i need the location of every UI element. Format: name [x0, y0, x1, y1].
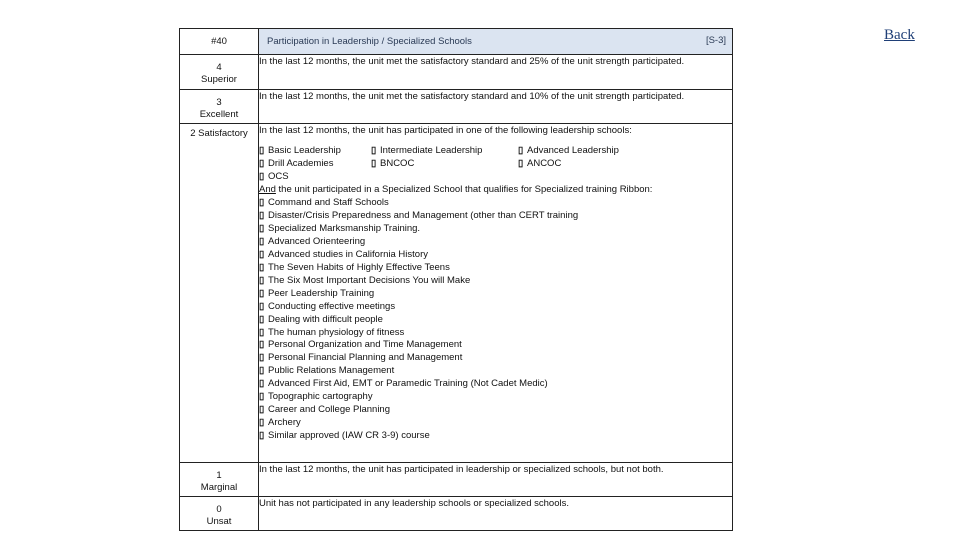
- specialized-school-item: ▯ The human physiology of fitness: [259, 327, 732, 340]
- level-row-1: [180, 463, 733, 497]
- specialized-school-item: ▯ Command and Staff Schools: [259, 197, 732, 210]
- specialized-school-item: ▯ Specialized Marksmanship Training.: [259, 223, 732, 236]
- level-description: [259, 124, 733, 463]
- level-label: 2 Satisfactory: [190, 128, 248, 139]
- specialized-school-item: ▯ Advanced Orienteering: [259, 236, 732, 249]
- specialized-school-item: ▯ Disaster/Crisis Preparedness and Management (other than CERT training: [259, 210, 732, 223]
- level-label: Excellent: [199, 109, 239, 120]
- specialized-intro: [259, 183, 732, 196]
- level-description: In the last 12 months, the unit has participated in leadership or specialized schools, but not both.: [259, 463, 733, 497]
- specialized-schools: [259, 197, 732, 443]
- level-row-3: [180, 90, 733, 124]
- level-label: Superior: [201, 74, 237, 85]
- specialized-school-item: ▯ Dealing with difficult people: [259, 314, 732, 327]
- criterion-number: #40: [180, 29, 259, 55]
- criterion-title-cell: [259, 29, 733, 55]
- criterion-title: Participation in Leadership / Specialized Schools: [267, 36, 472, 47]
- specialized-school-item: ▯ Career and College Planning: [259, 404, 732, 417]
- school-item: ▯ ANCOC: [518, 157, 638, 170]
- school-item: ▯ BNCOC: [371, 157, 518, 170]
- level-row-2: [180, 124, 733, 463]
- level-cell: [180, 90, 259, 124]
- criterion-code: [S-3]: [705, 35, 726, 46]
- school-item: ▯ Basic Leadership: [259, 144, 371, 157]
- specialized-school-item: ▯ Personal Organization and Time Management: [259, 339, 732, 352]
- level-cell: [180, 497, 259, 531]
- specialized-school-item: ▯ Personal Financial Planning and Management: [259, 352, 732, 365]
- criteria-table: [179, 28, 733, 531]
- leadership-schools: [259, 144, 732, 183]
- school-item: ▯ OCS: [259, 170, 371, 183]
- school-item: ▯ Drill Academies: [259, 157, 371, 170]
- level-row-4: [180, 55, 733, 90]
- specialized-school-item: ▯ Peer Leadership Training: [259, 288, 732, 301]
- level-cell: [180, 124, 259, 463]
- specialized-school-item: ▯ Topographic cartography: [259, 391, 732, 404]
- schools-intro: In the last 12 months, the unit has participated in one of the following leadership schools:: [259, 125, 632, 136]
- table-header: [180, 29, 733, 55]
- specialized-school-item: ▯ Archery: [259, 417, 732, 430]
- school-item: ▯ Intermediate Leadership: [371, 144, 518, 157]
- level-number: 0: [216, 504, 222, 515]
- level-cell: [180, 55, 259, 90]
- level-label: Unsat: [206, 516, 232, 527]
- level-row-0: [180, 497, 733, 531]
- specialized-school-item: ▯ Conducting effective meetings: [259, 301, 732, 314]
- level-number: 4: [216, 62, 222, 73]
- specialized-school-item: ▯ Public Relations Management: [259, 365, 732, 378]
- level-description: In the last 12 months, the unit met the satisfactory standard and 25% of the unit strength participated.: [259, 55, 733, 90]
- level-description: In the last 12 months, the unit met the satisfactory standard and 10% of the unit strength participated.: [259, 90, 733, 124]
- level-cell: [180, 463, 259, 497]
- and-word: And: [259, 184, 276, 195]
- specialized-school-item: ▯ Advanced First Aid, EMT or Paramedic Training (Not Cadet Medic): [259, 378, 732, 391]
- level-label: Marginal: [200, 482, 238, 493]
- level-description: Unit has not participated in any leadership schools or specialized schools.: [259, 497, 733, 531]
- school-item: ▯ Advanced Leadership: [518, 144, 638, 157]
- specialized-school-item: ▯ The Six Most Important Decisions You will Make: [259, 275, 732, 288]
- back-link[interactable]: Back: [884, 27, 915, 43]
- level-number: 1: [216, 470, 222, 481]
- specialized-school-item: ▯ Advanced studies in California History: [259, 249, 732, 262]
- specialized-school-item: ▯ Similar approved (IAW CR 3-9) course: [259, 430, 732, 443]
- level-number: 3: [216, 97, 222, 108]
- specialized-intro-text: the unit participated in a Specialized School that qualifies for Specialized training Ribbon:: [275, 184, 653, 195]
- specialized-school-item: ▯ The Seven Habits of Highly Effective Teens: [259, 262, 732, 275]
